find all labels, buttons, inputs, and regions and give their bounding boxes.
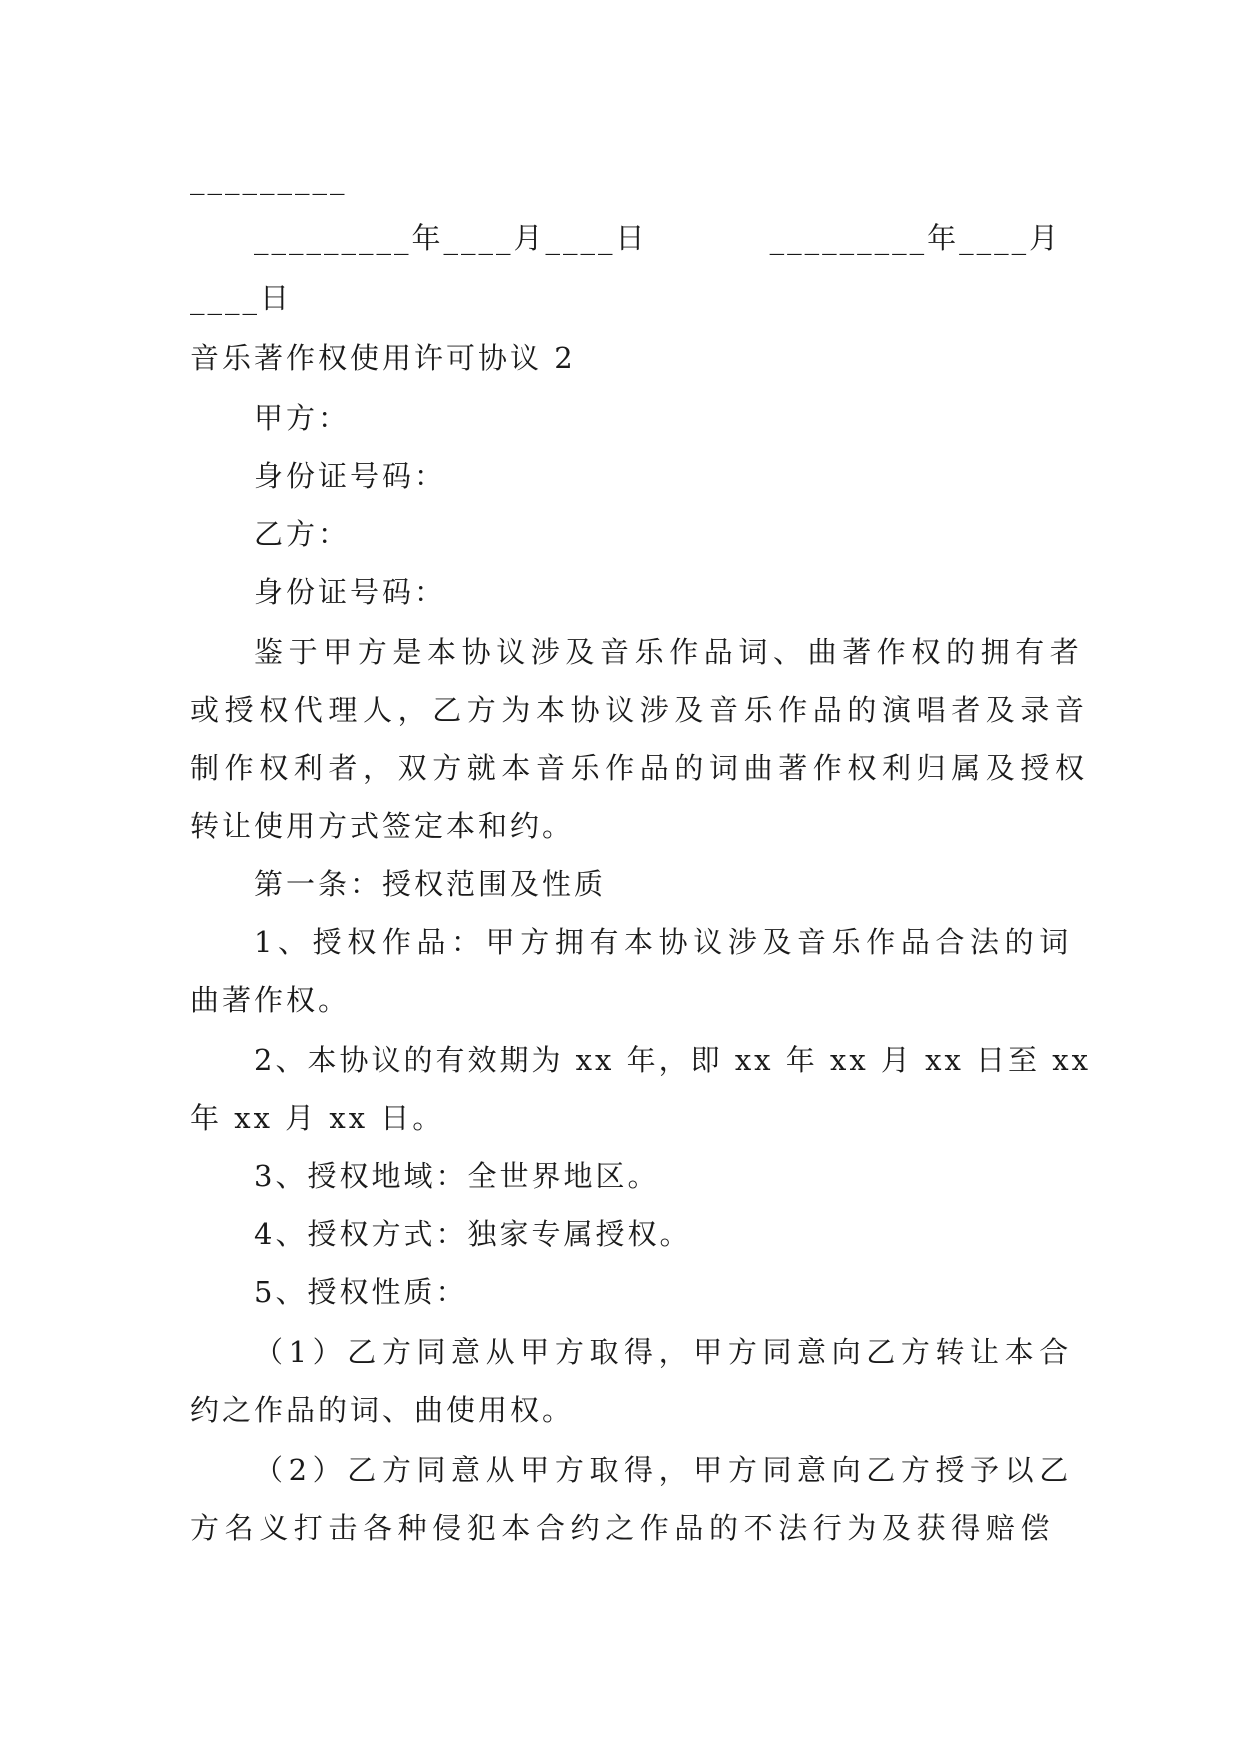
preamble-line-1: 鉴于甲方是本协议涉及音乐作品词、曲著作权的拥有者 [254,635,1085,669]
clause-5-item-1-line-2: 约之作品的词、曲使用权。 [190,1393,575,1427]
clause-3: 3、授权地域：全世界地区。 [254,1159,660,1193]
party-a-id-label: 身份证号码： [254,459,447,493]
clause-5-item-2-line-1: （2）乙方同意从甲方取得，甲方同意向乙方授予以乙 [254,1453,1074,1487]
date-line-both-parties: _________年____月____日 _________年____月 [254,221,1062,255]
party-b-label: 乙方： [254,517,351,551]
clause-1-line-1: 1、授权作品：甲方拥有本协议涉及音乐作品合法的词 [254,925,1074,959]
clause-5-heading: 5、授权性质： [254,1275,468,1309]
clause-2-line-1: 2、本协议的有效期为 xx 年，即 xx 年 xx 月 xx 日至 xx [254,1043,1091,1077]
preamble-line-3: 制作权利者，双方就本音乐作品的词曲著作权利归属及授权 [190,751,1090,785]
preamble-line-4: 转让使用方式签定本和约。 [190,809,575,843]
preamble-line-2: 或授权代理人，乙方为本协议涉及音乐作品的演唱者及录音 [190,693,1090,727]
clause-4: 4、授权方式：独家专属授权。 [254,1217,692,1251]
article-1-heading: 第一条：授权范围及性质 [254,867,607,901]
clause-1-line-2: 曲著作权。 [190,983,351,1017]
signature-blank-line: _________ [190,161,348,195]
clause-2-line-2: 年 xx 月 xx 日。 [190,1101,445,1135]
document-title: 音乐著作权使用许可协议 2 [190,341,576,375]
clause-5-item-2-line-2: 方名义打击各种侵犯本合约之作品的不法行为及获得赔偿 [190,1511,1056,1545]
date-line-continuation: ____日 [190,281,293,315]
party-a-label: 甲方： [254,401,351,435]
clause-5-item-1-line-1: （1）乙方同意从甲方取得，甲方同意向乙方转让本合 [254,1335,1074,1369]
party-b-id-label: 身份证号码： [254,575,447,609]
